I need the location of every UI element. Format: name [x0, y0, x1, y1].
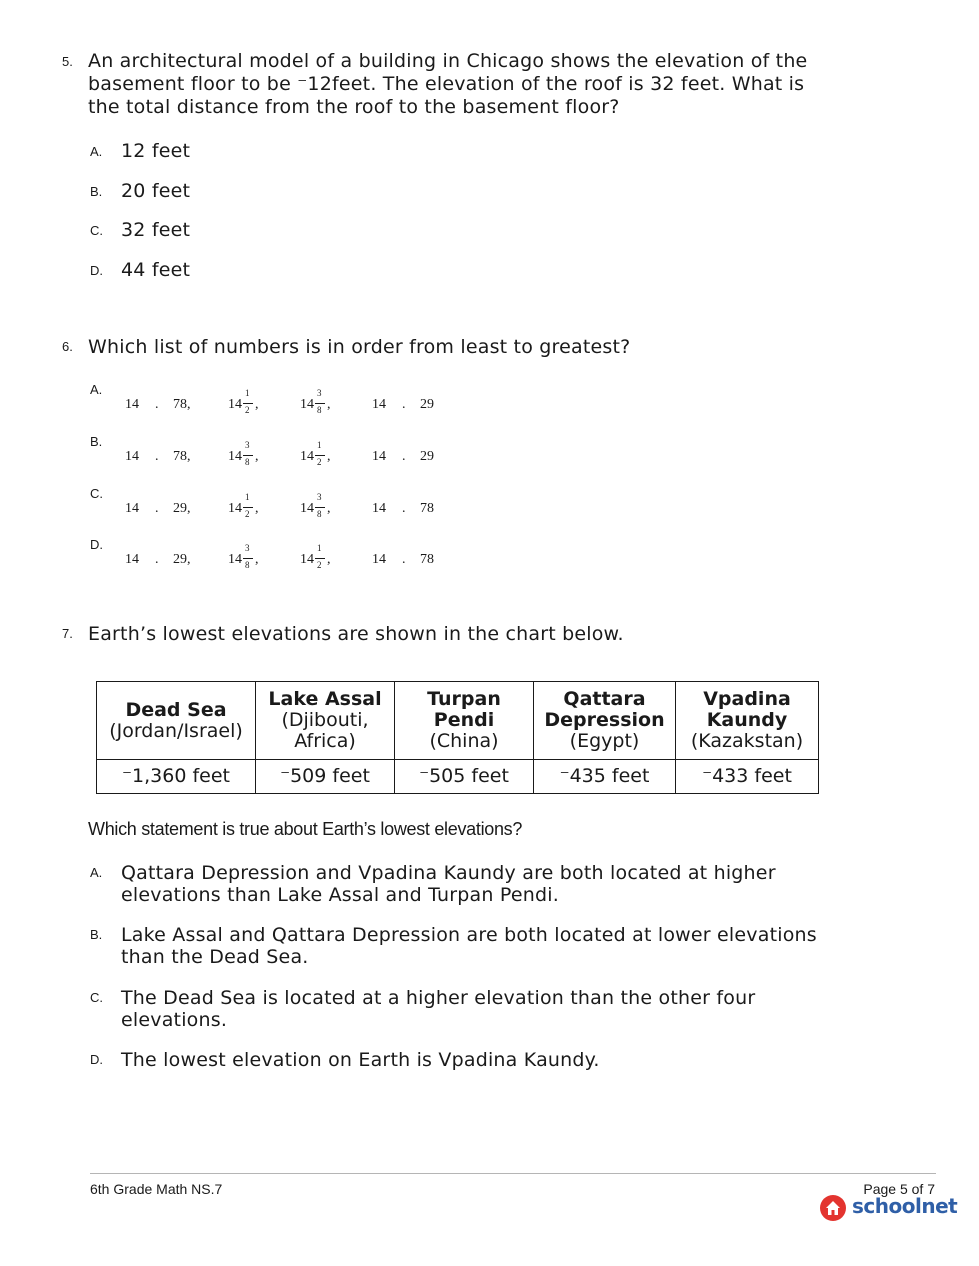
place-name: Vpadina Kaundy [703, 688, 791, 731]
mixed-number [300, 435, 350, 475]
fraction-denominator: 8 [317, 405, 322, 415]
decimal-whole: 14 [125, 552, 139, 567]
fraction-numerator: 3 [245, 440, 250, 450]
decimal-fraction: 78 [420, 501, 434, 516]
option-letter: A. [90, 144, 103, 159]
decimal-whole: 14 [125, 501, 139, 516]
question-number: 5. [62, 54, 73, 69]
fraction-numerator: 1 [245, 388, 250, 398]
decimal-whole: 14 [372, 397, 386, 412]
decimal-fraction: 78, [173, 449, 191, 464]
fraction-numerator: 3 [317, 492, 322, 502]
fraction-denominator: 2 [245, 405, 250, 415]
option-text: 12 feet [121, 140, 191, 162]
decimal-fraction: 78, [173, 397, 191, 412]
table-cell: ⁻509 feet [256, 760, 395, 794]
question-text: An architectural model of a building in Chicago shows the elevation of the basement floor to be ⁻12feet. The elevation of the roof is 32 feet. What is the total distance from the roof to the basement floor? [88, 50, 808, 118]
elevation-table [96, 681, 819, 794]
decimal-whole: 14 [372, 449, 386, 464]
table-header-cell [395, 682, 534, 760]
mixed-whole: 14 [228, 397, 242, 412]
comma: , [327, 397, 331, 412]
question-number: 7. [62, 626, 73, 641]
fraction-bar [243, 507, 253, 508]
fraction-numerator: 1 [317, 440, 322, 450]
table-cell: ⁻435 feet [534, 760, 676, 794]
number-sequence [0, 435, 979, 475]
decimal-fraction: 29, [173, 552, 191, 567]
place-name: Turpan Pendi [427, 688, 501, 731]
table-header-cell [534, 682, 676, 760]
fraction-bar [243, 558, 253, 559]
table-cell: ⁻433 feet [676, 760, 819, 794]
fraction-denominator: 2 [245, 509, 250, 519]
table-header-row [97, 682, 819, 760]
decimal-point: . [155, 501, 159, 516]
number-sequence [0, 538, 979, 578]
mixed-whole: 14 [300, 501, 314, 516]
question-text: Earth’s lowest elevations are shown in the chart below. [88, 623, 624, 645]
option-text: Qattara Depression and Vpadina Kaundy are both located at higher elevations than Lake Assal and Turpan Pendi. [121, 862, 776, 906]
mixed-whole: 14 [300, 449, 314, 464]
fraction-bar [315, 558, 325, 559]
fraction-numerator: 1 [245, 492, 250, 502]
option-letter: B. [90, 184, 103, 199]
fraction-bar [243, 455, 253, 456]
place-location: (China) [429, 730, 499, 752]
mixed-number [300, 383, 350, 423]
fraction-bar [243, 403, 253, 404]
comma: , [255, 397, 259, 412]
decimal-point: . [155, 552, 159, 567]
decimal-fraction: 29 [420, 449, 434, 464]
option-letter: A. [90, 865, 103, 880]
option-letter: C. [90, 223, 103, 238]
place-name: Dead Sea [125, 698, 227, 721]
mixed-number [300, 487, 350, 527]
mixed-whole: 14 [228, 501, 242, 516]
option-letter: D. [90, 537, 103, 552]
comma: , [255, 552, 259, 567]
option-letter: C. [90, 990, 103, 1005]
option-letter: C. [90, 486, 103, 501]
footer-divider [90, 1173, 936, 1174]
option-text: 20 feet [121, 180, 191, 202]
option-letter: B. [90, 434, 103, 449]
mixed-whole: 14 [228, 552, 242, 567]
course-label: 6th Grade Math NS.7 [90, 1181, 223, 1197]
fraction-denominator: 2 [317, 457, 322, 467]
decimal-whole: 14 [125, 449, 139, 464]
question-prompt: Which statement is true about Earth’s lowest elevations? [88, 819, 523, 839]
fraction-numerator: 3 [245, 543, 250, 553]
table-header-cell [256, 682, 395, 760]
comma: , [255, 449, 259, 464]
decimal-whole: 14 [372, 501, 386, 516]
decimal-whole: 14 [372, 552, 386, 567]
comma: , [327, 501, 331, 516]
fraction-denominator: 8 [317, 509, 322, 519]
option-text: 32 feet [121, 219, 191, 241]
option-text: The lowest elevation on Earth is Vpadina Kaundy. [121, 1049, 600, 1071]
number-sequence [0, 487, 979, 527]
mixed-whole: 14 [300, 397, 314, 412]
decimal-point: . [402, 501, 406, 516]
fraction-denominator: 2 [317, 560, 322, 570]
mixed-number [228, 435, 278, 475]
fraction-numerator: 1 [317, 543, 322, 553]
decimal-fraction: 29, [173, 501, 191, 516]
comma: , [255, 501, 259, 516]
brand-logo [820, 1194, 958, 1222]
fraction-numerator: 3 [317, 388, 322, 398]
page-number: Page 5 of 7 [863, 1181, 935, 1197]
option-text: 44 feet [121, 259, 191, 281]
option-letter: D. [90, 1052, 103, 1067]
place-location: (Egypt) [569, 730, 640, 752]
mixed-number [300, 538, 350, 578]
comma: , [327, 552, 331, 567]
mixed-number [228, 487, 278, 527]
table-cell: ⁻505 feet [395, 760, 534, 794]
comma: , [327, 449, 331, 464]
place-name: Lake Assal [268, 688, 382, 710]
fraction-denominator: 8 [245, 457, 250, 467]
table-cell: ⁻1,360 feet [97, 760, 256, 794]
decimal-point: . [155, 449, 159, 464]
table-header-cell [97, 682, 256, 760]
option-text: Lake Assal and Qattara Depression are both located at lower elevations than the Dead Sea. [121, 924, 817, 968]
decimal-point: . [402, 449, 406, 464]
option-letter: D. [90, 263, 103, 278]
brand-name: schoolnet [852, 1194, 958, 1218]
decimal-fraction: 78 [420, 552, 434, 567]
fraction-bar [315, 403, 325, 404]
table-row [97, 760, 819, 794]
option-text: The Dead Sea is located at a higher elevation than the other four elevations. [121, 987, 756, 1031]
house-icon [820, 1195, 846, 1221]
fraction-bar [315, 455, 325, 456]
place-name: Qattara Depression [544, 688, 665, 731]
place-location: (Jordan/Israel) [109, 719, 243, 742]
decimal-fraction: 29 [420, 397, 434, 412]
question-text: Which list of numbers is in order from least to greatest? [88, 336, 631, 358]
option-letter: A. [90, 382, 103, 397]
decimal-point: . [155, 397, 159, 412]
place-location: (Djibouti, Africa) [281, 709, 369, 752]
option-letter: B. [90, 927, 103, 942]
mixed-whole: 14 [228, 449, 242, 464]
mixed-number [228, 538, 278, 578]
mixed-whole: 14 [300, 552, 314, 567]
fraction-bar [315, 507, 325, 508]
mixed-number [228, 383, 278, 423]
number-sequence [0, 383, 979, 423]
table-header-cell [676, 682, 819, 760]
place-location: (Kazakstan) [690, 730, 804, 752]
fraction-denominator: 8 [245, 560, 250, 570]
decimal-point: . [402, 552, 406, 567]
decimal-point: . [402, 397, 406, 412]
decimal-whole: 14 [125, 397, 139, 412]
question-number: 6. [62, 339, 73, 354]
